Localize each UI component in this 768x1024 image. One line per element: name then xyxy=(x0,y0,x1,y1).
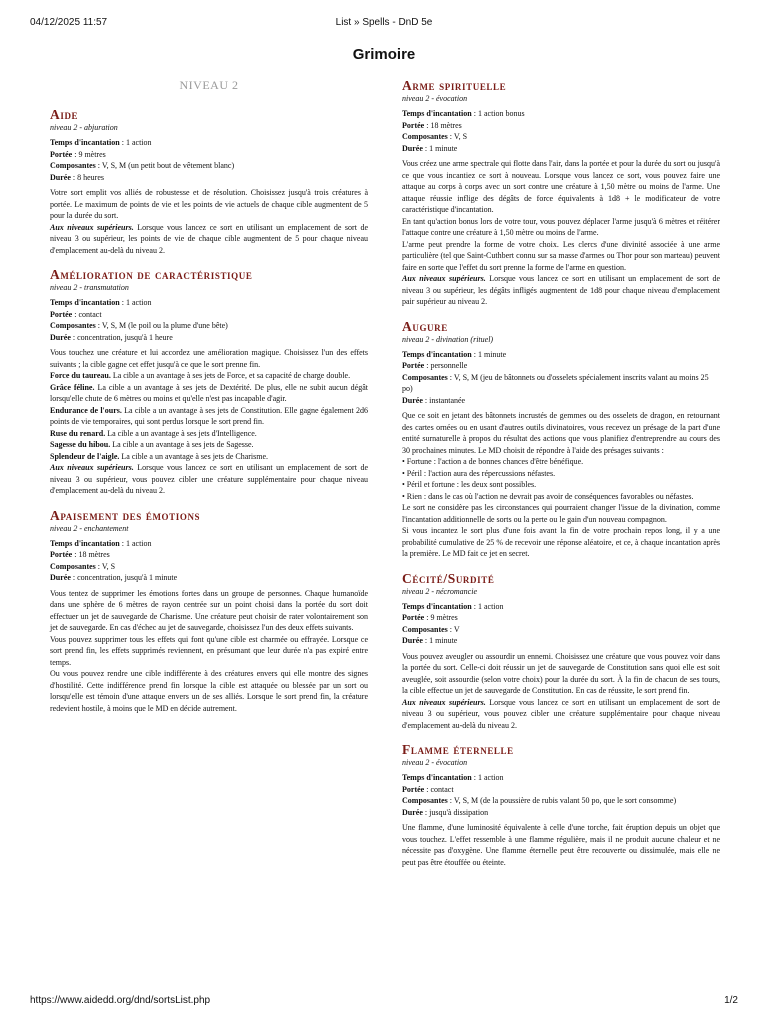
description-paragraph xyxy=(402,456,720,468)
description-paragraph xyxy=(402,273,720,308)
prop-label: Durée xyxy=(402,395,423,405)
description-paragraph xyxy=(50,382,368,405)
prop-value: 1 action xyxy=(477,601,504,611)
prop-value: 1 minute xyxy=(429,636,458,645)
paragraph-lead: Splendeur de l'aigle. xyxy=(50,451,120,461)
casting-time: Temps d'incantation : 1 action xyxy=(50,138,152,147)
spell-entry xyxy=(402,78,720,308)
paragraph-text: Vous pouvez supprimer tous les effets qui font qu'une cible est charmée ou effrayée. Lorsque ce sort prend fin, les effets supprimés reviennent, en présumant que leur durée n'a pas expiré entre temps. xyxy=(50,634,368,667)
prop-value: personnelle xyxy=(430,361,468,370)
page-title: Grimoire xyxy=(352,46,416,63)
paragraph-text: L'arme peut prendre la forme de votre choix. Les clercs d'une divinité associée à une arme particulière (tel que Saint-Cuthbert connu sur sa masse d'armes ou Thor pour son marteau) peuvent faire en sorte que l'effet du sort prenne la forme de l'arme en question. xyxy=(402,239,720,272)
spell-components: Composantes : V, S, M (de la poussière de rubis valant 50 po, que le sort consomme) xyxy=(402,796,677,805)
prop-value: V, S xyxy=(453,132,468,141)
prop-value: 1 minute xyxy=(477,349,507,359)
prop-value: V xyxy=(453,624,460,634)
spell-school: niveau 2 - évocation xyxy=(402,758,468,767)
description-paragraph xyxy=(402,697,720,732)
description-paragraph xyxy=(402,491,720,503)
spell-description xyxy=(50,347,368,497)
paragraph-text: En tant qu'action bonus lors de votre tour, vous pouvez déplacer l'arme jusqu'à 6 mètres et réitérer l'attaque contre une créature à 1,50 mètre ou moins de l'arme. xyxy=(402,216,720,237)
prop-label: Temps d'incantation xyxy=(402,601,472,611)
spell-range: Portée : contact xyxy=(402,784,454,794)
prop-label: Composantes xyxy=(50,321,96,330)
spell-range: Portée : personnelle xyxy=(402,361,468,370)
prop-value: 1 action xyxy=(125,298,152,307)
description-paragraph xyxy=(402,239,720,274)
paragraph-text: La cible a un avantage à ses jets de Dextérité. De plus, elle ne subit aucun dégât lorsqu'elle chute de 6 mètres ou moins et qu'elle n'est pas incapable d'agir. xyxy=(50,382,368,403)
print-page-title: List » Spells - DnD 5e xyxy=(335,17,433,28)
spell-range: Portée : 9 mètres xyxy=(402,613,458,622)
prop-value: V, S, M (le poil ou la plume d'une bête) xyxy=(101,321,228,330)
description-paragraph xyxy=(50,588,368,634)
left-spell-list xyxy=(50,107,368,714)
paragraph-lead-text: Aux niveaux supérieurs. xyxy=(50,463,134,472)
description-paragraph xyxy=(50,370,368,382)
description-paragraph xyxy=(50,347,368,370)
prop-label: Durée xyxy=(50,172,71,182)
description-paragraph xyxy=(50,451,368,463)
spell-school: niveau 2 - transmutation xyxy=(50,283,129,292)
paragraph-text: Que ce soit en jetant des bâtonnets incrustés de gemmes ou des osselets de dragon, en retournant des cartes ornées ou en usant d'autres outils divinatoires, vous recevez un présage de la part d'une entité surnaturelle à propos du résultat des actions que vous planifiez d'entreprendre au cours des 30 prochaines minutes. Le MD choisit de répondre à l'aide des présages suivants : xyxy=(402,411,720,455)
casting-time: Temps d'incantation : 1 action xyxy=(50,538,152,548)
spell-description xyxy=(50,588,368,715)
prop-value: 9 mètres xyxy=(430,613,458,622)
paragraph-lead-text: Aux niveaux supérieurs. xyxy=(50,222,134,232)
paragraph-lead: Force du taureau. xyxy=(50,371,111,380)
paragraph-lead: Grâce féline. xyxy=(50,382,95,392)
print-url: https://www.aidedd.org/dnd/sortsList.php xyxy=(30,995,211,1006)
spell-range: Portée : 9 mètres xyxy=(50,149,106,159)
prop-value: contact xyxy=(78,309,102,319)
paragraph-lead xyxy=(50,223,134,232)
spell-duration: Durée : jusqu'à dissipation xyxy=(402,807,489,817)
prop-value: 18 mètres xyxy=(430,120,462,130)
level-heading: NIVEAU 2 xyxy=(179,78,239,92)
left-column xyxy=(50,78,368,725)
paragraph-text: Vous pouvez aveugler ou assourdir un ennemi. Choisissez une créature que vous pouvez voir dans la portée du sort. Celle-ci doit réussir un jet de sauvegarde de Constitution sans quoi elle est soit aveuglée, soit assourdie (selon votre choix) pour la durée du sort. À la fin de chacun de ses tours, la cible effectue un jet de sauvegarde de Constitution. En cas de réussite, le sort prend fin. xyxy=(402,651,720,695)
prop-label: Portée xyxy=(402,613,425,622)
description-paragraph xyxy=(402,216,720,239)
paragraph-text: • Fortune : l'action a de bonnes chances d'être bénéfique. xyxy=(402,457,584,466)
description-paragraph xyxy=(402,822,720,868)
prop-value: 18 mètres xyxy=(78,550,110,559)
paragraph-lead xyxy=(402,698,486,707)
prop-label: Portée xyxy=(402,784,425,794)
spell-name: Augure xyxy=(402,318,448,334)
spell-duration: Durée : instantanée xyxy=(402,395,466,405)
spell-name: Flamme éternelle xyxy=(402,742,514,757)
description-paragraph xyxy=(402,502,720,525)
paragraph-lead xyxy=(402,274,486,283)
prop-value: V, S, M (un petit bout de vêtement blanc) xyxy=(101,161,235,170)
spell-entry xyxy=(50,107,368,256)
spell-duration: Durée : 8 heures xyxy=(50,172,105,182)
paragraph-text: La cible a un avantage à ses jets de Force, et sa capacité de charge double. xyxy=(112,371,351,380)
spell-name: Arme spirituelle xyxy=(402,78,507,93)
paragraph-text: Ou vous pouvez rendre une cible indifférente à des créatures envers qui elle montre des signes d'hostilité. Cette indifférence prend fin lorsque la cible est attaquée ou blessée par un sort ou lorsqu'elle est témoin d'une attaque envers un de ses alliés. Lorsque le sort prend fin, la créature redevient hostile, à moins que le MD en décide autrement. xyxy=(50,669,368,713)
prop-label: Composantes xyxy=(402,132,448,141)
casting-time: Temps d'incantation : 1 action xyxy=(402,773,504,782)
description-paragraph xyxy=(50,439,368,451)
paragraph-lead: Endurance de l'ours. xyxy=(50,405,122,415)
casting-time: Temps d'incantation : 1 minute xyxy=(402,349,507,359)
spell-range: Portée : 18 mètres xyxy=(50,550,110,559)
spell-entry xyxy=(402,571,720,732)
description-paragraph xyxy=(50,222,368,257)
prop-label: Temps d'incantation xyxy=(402,773,472,782)
casting-time: Temps d'incantation : 1 action xyxy=(402,601,504,611)
right-column xyxy=(402,78,720,879)
spell-school: niveau 2 - divination (rituel) xyxy=(402,334,494,344)
prop-label: Portée xyxy=(402,361,425,370)
description-paragraph xyxy=(402,479,720,491)
description-paragraph xyxy=(50,462,368,497)
description-paragraph xyxy=(402,158,720,216)
prop-label: Durée xyxy=(402,636,423,645)
spell-range: Portée : 18 mètres xyxy=(402,120,462,130)
spell-entry xyxy=(402,319,720,560)
paragraph-text: La cible a un avantage à ses jets de Sagesse. xyxy=(112,440,254,449)
description-paragraph xyxy=(50,634,368,669)
spell-name: Amélioration de caractéristique xyxy=(50,267,253,282)
spell-components: Composantes : V, S, M (jeu de bâtonnets ou d'osselets spécialement inscrits valant au moins 25 po) xyxy=(402,372,709,393)
prop-value: concentration, jusqu'à 1 heure xyxy=(77,332,173,342)
paragraph-lead-text: Aux niveaux supérieurs. xyxy=(402,274,486,283)
paragraph-text: La cible a un avantage à ses jets d'Intelligence. xyxy=(107,428,257,438)
paragraph-text: • Rien : dans le cas où l'action ne devrait pas avoir de conséquences favorables ou néfastes. xyxy=(402,491,694,501)
spell-description xyxy=(402,410,720,560)
paragraph-text: • Péril : l'action aura des répercussions néfastes. xyxy=(402,468,556,478)
prop-label: Composantes xyxy=(402,624,448,634)
spell-school: niveau 2 - abjuration xyxy=(50,123,118,132)
prop-label: Durée xyxy=(50,332,71,342)
paragraph-text: Vous tentez de supprimer les émotions fortes dans un groupe de personnes. Chaque humanoïde dans une sphère de 6 mètres de rayon centrée sur un point choisi dans la portée du sort doit effectuer un jet de sauvegarde de Charisme. Une créature peut choisir de rater volontairement son jet de sauvegarde. En cas d'échec au jet de sauvegarde, choisissez l'un des deux effets suivants. xyxy=(50,588,368,632)
description-paragraph xyxy=(402,651,720,697)
spell-components: Composantes : V, S xyxy=(402,132,468,141)
paragraph-lead xyxy=(50,463,134,472)
spell-components: Composantes : V, S xyxy=(50,561,116,571)
description-paragraph xyxy=(50,668,368,714)
spell-school: niveau 2 - enchantement xyxy=(50,523,129,533)
spell-entry xyxy=(50,267,368,497)
paragraph-text: Lorsque vous lancez ce sort en utilisant un emplacement de sort de niveau 3 ou supérieur, les points de vie de chaque cible augmentent de 5 pour chaque niveau d'emplacement au-delà du niveau 2. xyxy=(50,222,369,255)
paragraph-text: Lorsque vous lancez ce sort en utilisant un emplacement de sort de niveau 3 ou supérieur, vous pouvez cibler une créature supplémentaire pour chaque niveau d'emplacement au-delà du niveau 2. xyxy=(50,463,369,495)
paragraph-text: • Péril et fortune : les deux sont possibles. xyxy=(402,480,537,489)
spell-range: Portée : contact xyxy=(50,309,102,319)
prop-label: Temps d'incantation xyxy=(402,109,472,118)
prop-label: Composantes xyxy=(402,796,448,805)
spell-duration: Durée : concentration, jusqu'à 1 heure xyxy=(50,332,173,342)
spell-components: Composantes : V xyxy=(402,624,460,634)
spell-duration: Durée : 1 minute xyxy=(402,636,458,645)
prop-value: 1 action xyxy=(125,138,152,147)
prop-value: concentration, jusqu'à 1 minute xyxy=(77,573,178,582)
prop-value: 1 action xyxy=(125,538,152,548)
paragraph-text: Vous touchez une créature et lui accordez une amélioration magique. Choisissez l'un des effets suivants ; la cible gagne cet effet jusqu'à ce que le sort prenne fin. xyxy=(50,348,368,369)
description-paragraph xyxy=(50,405,368,428)
prop-value: instantanée xyxy=(429,395,466,405)
paragraph-text: La cible a un avantage à ses jets de Constitution. Elle gagne également 2d6 points de vie temporaires, qui sont perdus lorsque le sort prend fin. xyxy=(50,405,369,426)
paragraph-lead-text: Aux niveaux supérieurs. xyxy=(402,697,486,707)
description-paragraph xyxy=(402,468,720,480)
prop-label: Durée xyxy=(50,573,71,582)
prop-label: Durée xyxy=(402,807,423,817)
spell-name: Apaisement des émotions xyxy=(50,507,201,523)
description-paragraph xyxy=(402,525,720,560)
paragraph-lead: Sagesse du hibou. xyxy=(50,440,111,449)
prop-label: Portée xyxy=(50,550,73,559)
prop-value: V, S xyxy=(101,561,116,571)
print-page-number: 1/2 xyxy=(724,995,738,1006)
description-paragraph xyxy=(50,187,368,222)
paragraph-text: La cible a un avantage à ses jets de Charisme. xyxy=(121,451,269,461)
prop-value: 1 minute xyxy=(429,143,458,153)
prop-label: Temps d'incantation xyxy=(402,349,472,359)
spell-entry xyxy=(50,508,368,715)
casting-time: Temps d'incantation : 1 action bonus xyxy=(402,109,525,118)
spell-description xyxy=(402,158,720,308)
print-datetime: 04/12/2025 11:57 xyxy=(30,17,108,28)
prop-label: Composantes xyxy=(50,561,96,571)
prop-label: Temps d'incantation xyxy=(50,138,120,147)
prop-value: 8 heures xyxy=(77,172,105,182)
description-paragraph xyxy=(50,428,368,440)
spell-components: Composantes : V, S, M (le poil ou la plume d'une bête) xyxy=(50,321,228,330)
paragraph-text: Le sort ne considère pas les circonstances qui pourraient changer l'issue de la divination, comme l'incantation additionnelle de sorts ou la perte ou le gain d'un nouveau compagnon. xyxy=(402,503,720,524)
prop-value: jusqu'à dissipation xyxy=(429,807,489,817)
paragraph-text: Vous créez une arme spectrale qui flotte dans l'air, dans la portée et pour la durée du sort ou jusqu'à ce que vous incantiez ce sort à nouveau. Lorsque vous lancez ce sort, vous pouvez faire une attaque au corps à corps avec un sort contre une créature à 1,50 mètre ou moins de l'arme. Une attaque réussie inflige des dégâts de force équivalents à 1d8 + le modificateur de votre caractéristique d'incantation. xyxy=(402,159,720,214)
paragraph-lead: Ruse du renard. xyxy=(50,428,106,438)
casting-time: Temps d'incantation : 1 action xyxy=(50,298,152,307)
spell-description xyxy=(402,822,720,868)
prop-label: Temps d'incantation xyxy=(50,298,120,307)
spell-components: Composantes : V, S, M (un petit bout de vêtement blanc) xyxy=(50,161,235,170)
spell-description xyxy=(402,651,720,732)
spell-school: niveau 2 - évocation xyxy=(402,94,468,103)
right-spell-list xyxy=(402,78,720,868)
paragraph-text: Lorsque vous lancez ce sort en utilisant un emplacement de sort de niveau 3 ou supérieur, vous pouvez cibler une créature supplémentaire pour chaque niveau d'emplacement au-delà du niveau 2. xyxy=(402,697,721,730)
paragraph-text: Votre sort emplit vos alliés de robustesse et de résolution. Choisissez jusqu'à trois créatures à portée. Le maximum de points de vie et les points de vie actuels de chaque cible augmentent de 5 pour la durée du sort. xyxy=(50,188,368,220)
prop-value: 1 action bonus xyxy=(477,109,525,118)
spell-school: niveau 2 - nécromancie xyxy=(402,586,478,596)
spell-duration: Durée : concentration, jusqu'à 1 minute xyxy=(50,573,178,582)
spell-description xyxy=(50,187,368,256)
prop-value: V, S, M (jeu de bâtonnets ou d'osselets spécialement inscrits valant au moins 25 po) xyxy=(402,372,709,393)
spell-name: Aide xyxy=(50,107,79,122)
paragraph-text: Une flamme, d'une luminosité équivalente à celle d'une torche, fait éruption depuis un objet que vous touchez. L'effet ressemble à une flamme régulière, mais il ne produit aucune chaleur et ne nécessite pas d'oxygène. Une flamme éternelle peut être recouverte ou dissimulée, mais elle ne peut pas être étouffée ou éteinte. xyxy=(402,823,720,867)
prop-value: 9 mètres xyxy=(78,149,106,159)
prop-label: Temps d'incantation xyxy=(50,538,120,548)
prop-label: Portée xyxy=(50,309,73,319)
paragraph-text: Si vous incantez le sort plus d'une fois avant la fin de votre prochain repos long, il y a une probabilité cumulative de 25 % de recevoir une réponse aléatoire, et ce, à chaque incantation après la première. Le MD fait ce jet en secret. xyxy=(402,526,720,558)
prop-label: Composantes xyxy=(50,161,96,170)
spell-name: Cécité/Surdité xyxy=(402,570,495,586)
prop-value: 1 action xyxy=(477,773,504,782)
prop-label: Durée xyxy=(402,143,423,153)
prop-value: contact xyxy=(430,784,454,794)
spell-entry xyxy=(402,742,720,868)
prop-label: Composantes xyxy=(402,372,448,382)
paragraph-text: Lorsque vous lancez ce sort en utilisant un emplacement de sort de niveau 3 ou supérieur, les dégâts infligés augmentent de 1d8 pour chaque niveau d'emplacement pair supérieur au niveau 2. xyxy=(402,274,721,306)
description-paragraph xyxy=(402,410,720,456)
spell-duration: Durée : 1 minute xyxy=(402,143,458,153)
prop-value: V, S, M (de la poussière de rubis valant 50 po, que le sort consomme) xyxy=(453,796,677,805)
prop-label: Portée xyxy=(50,149,73,159)
prop-label: Portée xyxy=(402,120,425,130)
